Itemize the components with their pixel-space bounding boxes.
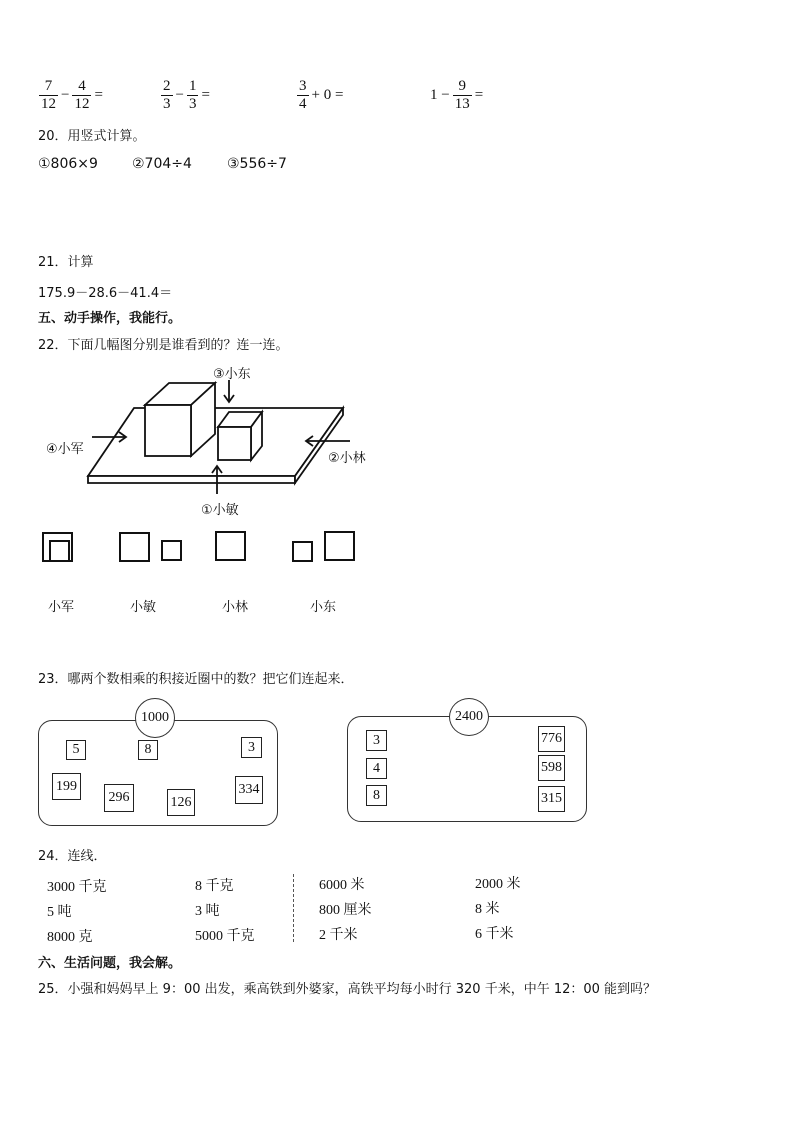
view-figure-2-small: [161, 540, 182, 561]
q23-left-number: 8: [138, 740, 158, 760]
q23-right-number: 315: [538, 786, 565, 812]
label-xiaodong-top: ③小东: [213, 367, 251, 382]
q24-col3-item: 2 千米: [319, 928, 358, 943]
q24-divider: [293, 874, 294, 942]
name-xiaodong: 小东: [310, 600, 337, 615]
q23-left-number: 3: [241, 737, 262, 758]
section-5-heading: 五、动手操作，我能行。: [38, 311, 182, 326]
view-figure-2-large: [119, 532, 150, 562]
name-xiaojun: 小军: [48, 600, 75, 615]
question-22-title: 22．下面几幅图分别是谁看到的？连一连。: [38, 338, 289, 353]
q23-right-target-circle: 2400: [449, 698, 489, 736]
q23-right-number: 3: [366, 730, 387, 751]
label-xiaojun-left: ④小军: [46, 442, 84, 457]
fraction-expr-2: 2 3 − $\frac{1}{3}$ =: [163, 78, 210, 112]
q24-col3-item: 800 厘米: [319, 903, 372, 918]
q23-left-number: 296: [104, 784, 134, 812]
q23-right-number: 4: [366, 758, 387, 779]
question-20-title: 20．用竖式计算。: [38, 129, 146, 144]
q24-col3-item: 6000 米: [319, 878, 365, 893]
q24-col4-item: 2000 米: [475, 877, 521, 892]
q20-item-1: ①806×9: [38, 156, 98, 172]
q24-col4-item: 8 米: [475, 902, 500, 917]
q24-col1-item: 8000 克: [47, 930, 93, 945]
q20-item-2: ②704÷4: [132, 156, 192, 172]
question-25-title: 25．小强和妈妈早上 9：00 出发，乘高铁到外婆家，高铁平均每小时行 320 千米，中午 12：00 能到吗？: [38, 982, 657, 997]
q24-col2-item: 3 吨: [195, 904, 220, 919]
view-figure-4-small: [292, 541, 313, 562]
q23-left-target-circle: 1000: [135, 698, 175, 738]
label-xiaomin-bottom: ①小敏: [201, 503, 239, 518]
q20-item-3: ③556÷7: [227, 156, 287, 172]
question-21-title: 21．计算: [38, 255, 94, 270]
q21-expression: 175.9－28.6－41.4＝: [38, 286, 173, 301]
q23-left-number: 334: [235, 776, 263, 804]
name-xiaolin: 小林: [222, 600, 249, 615]
name-xiaomin: 小敏: [130, 600, 157, 615]
view-figure-4-large: [324, 531, 355, 561]
question-23-title: 23．哪两个数相乘的积接近圈中的数？把它们连起来．: [38, 672, 354, 687]
q23-right-number: 598: [538, 755, 565, 781]
q23-right-number: 776: [538, 726, 565, 752]
section-6-heading: 六、生活问题，我会解。: [38, 956, 182, 971]
q23-left-number: 126: [167, 789, 195, 816]
fraction-expr-4: 1 − $\frac{9}{13}$ =: [430, 78, 484, 112]
q24-col1-item: 3000 千克: [47, 880, 107, 895]
q24-col4-item: 6 千米: [475, 927, 514, 942]
q24-col2-item: 8 千克: [195, 879, 234, 894]
label-xiaolin-right: ②小林: [328, 451, 366, 466]
view-figure-3: [215, 531, 246, 561]
q23-left-number: 199: [52, 773, 81, 800]
q24-col1-item: 5 吨: [47, 905, 72, 920]
q24-col2-item: 5000 千克: [195, 929, 255, 944]
q23-right-number: 8: [366, 785, 387, 806]
fraction-expr-1: 7 12 − $\frac{4}{12}$ =: [41, 78, 103, 112]
question-24-title: 24．连线．: [38, 849, 107, 864]
fraction-expr-3: 3 4 + 0 =: [299, 78, 344, 112]
q23-left-number: 5: [66, 740, 86, 760]
view-figure-1: [42, 532, 73, 562]
